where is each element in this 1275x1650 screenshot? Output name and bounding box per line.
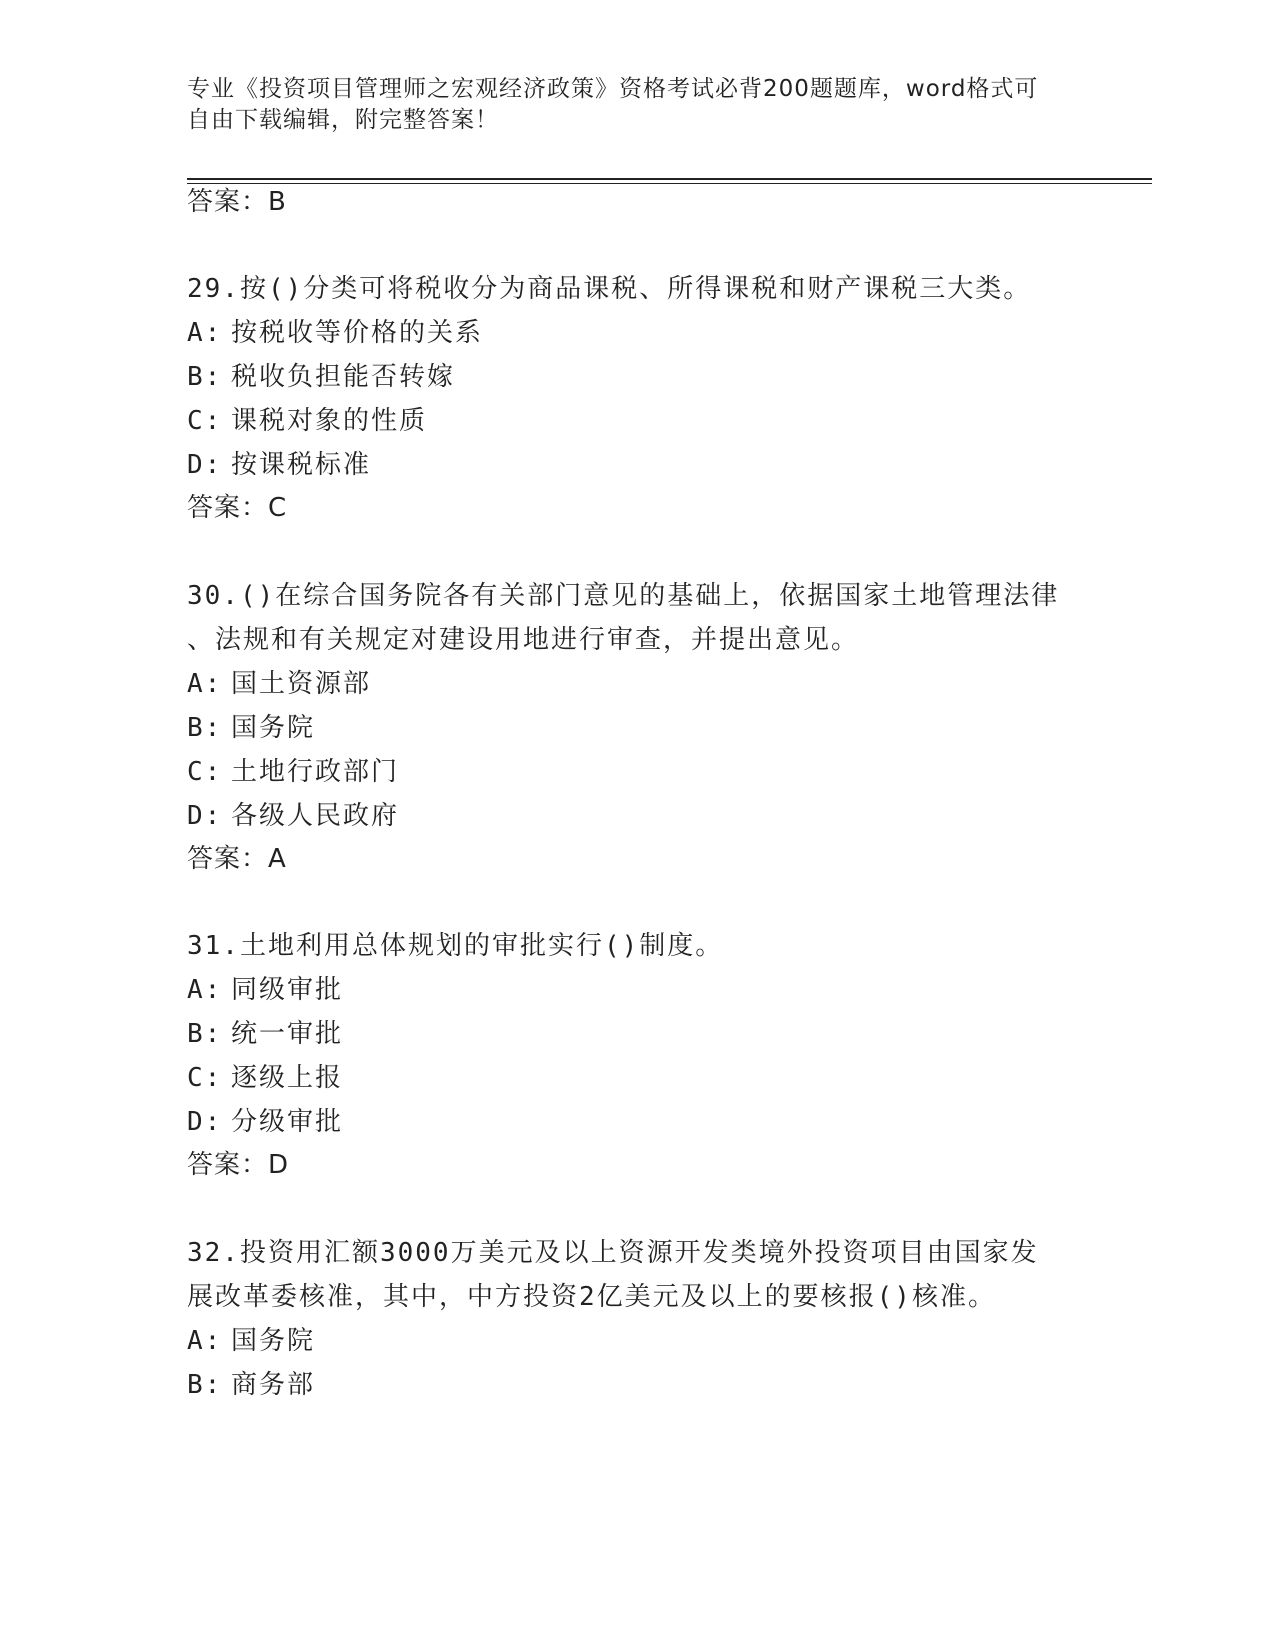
question-29-option-c <box>187 405 427 437</box>
question-32-stem-line-2: 展改革委核准，其中，中方投资2亿美元及以上的要核报()核准。 <box>187 1282 996 1312</box>
question-30-answer: 答案：A <box>187 844 287 874</box>
option-text: 商务部 <box>231 1370 316 1400</box>
option-text: 国务院 <box>231 713 316 743</box>
option-letter: B: <box>187 1370 223 1400</box>
option-text: 土地行政部门 <box>231 757 400 787</box>
header-divider <box>187 178 1152 184</box>
option-letter: C: <box>187 757 223 787</box>
question-32-option-a <box>187 1325 315 1357</box>
option-letter: A: <box>187 669 223 699</box>
option-letter: B: <box>187 1019 223 1049</box>
question-30-option-c <box>187 756 399 788</box>
option-letter: A: <box>187 318 223 348</box>
option-letter: C: <box>187 406 223 436</box>
question-29-answer: 答案：C <box>187 493 288 523</box>
option-letter: D: <box>187 801 223 831</box>
option-letter: D: <box>187 1107 223 1137</box>
question-31-option-c <box>187 1062 343 1094</box>
question-31-option-b <box>187 1018 343 1050</box>
question-32-option-b <box>187 1369 315 1401</box>
option-letter: A: <box>187 1326 223 1356</box>
question-31-option-a <box>187 974 343 1006</box>
option-text: 分级审批 <box>231 1107 344 1137</box>
question-31-stem-line-1: 31.土地利用总体规划的审批实行()制度。 <box>187 931 724 961</box>
question-29-option-d <box>187 449 371 481</box>
header-line-1: 专业《投资项目管理师之宏观经济政策》资格考试必背200题题库，word格式可 <box>187 76 1039 102</box>
option-letter: C: <box>187 1063 223 1093</box>
option-text: 国务院 <box>231 1326 316 1356</box>
question-30-stem-line-2: 、法规和有关规定对建设用地进行审查，并提出意见。 <box>187 625 860 655</box>
question-31-answer: 答案：D <box>187 1150 290 1180</box>
question-30-option-d <box>187 800 399 832</box>
option-text: 按课税标准 <box>231 450 372 480</box>
question-32-stem-line-1: 32.投资用汇额3000万美元及以上资源开发类境外投资项目由国家发 <box>187 1238 1039 1268</box>
option-text: 统一审批 <box>231 1019 344 1049</box>
option-letter: B: <box>187 713 223 743</box>
question-30-stem-line-1: 30.()在综合国务院各有关部门意见的基础上，依据国家土地管理法律 <box>187 581 1060 611</box>
question-30-option-a <box>187 668 371 700</box>
previous-answer: 答案：B <box>187 187 287 217</box>
option-letter: B: <box>187 362 223 392</box>
question-29-option-b <box>187 361 455 393</box>
option-text: 税收负担能否转嫁 <box>231 362 456 392</box>
header-line-2: 自由下载编辑，附完整答案！ <box>187 107 499 133</box>
option-text: 课税对象的性质 <box>231 406 428 436</box>
option-text: 同级审批 <box>231 975 344 1005</box>
option-text: 逐级上报 <box>231 1063 344 1093</box>
question-29-option-a <box>187 317 483 349</box>
option-text: 各级人民政府 <box>231 801 400 831</box>
option-text: 国土资源部 <box>231 669 372 699</box>
question-31-option-d <box>187 1106 343 1138</box>
option-letter: A: <box>187 975 223 1005</box>
document-header <box>187 74 1067 136</box>
question-30-option-b <box>187 712 315 744</box>
option-text: 按税收等价格的关系 <box>231 318 484 348</box>
question-29-stem-line-1: 29.按()分类可将税收分为商品课税、所得课税和财产课税三大类。 <box>187 274 1032 304</box>
option-letter: D: <box>187 450 223 480</box>
